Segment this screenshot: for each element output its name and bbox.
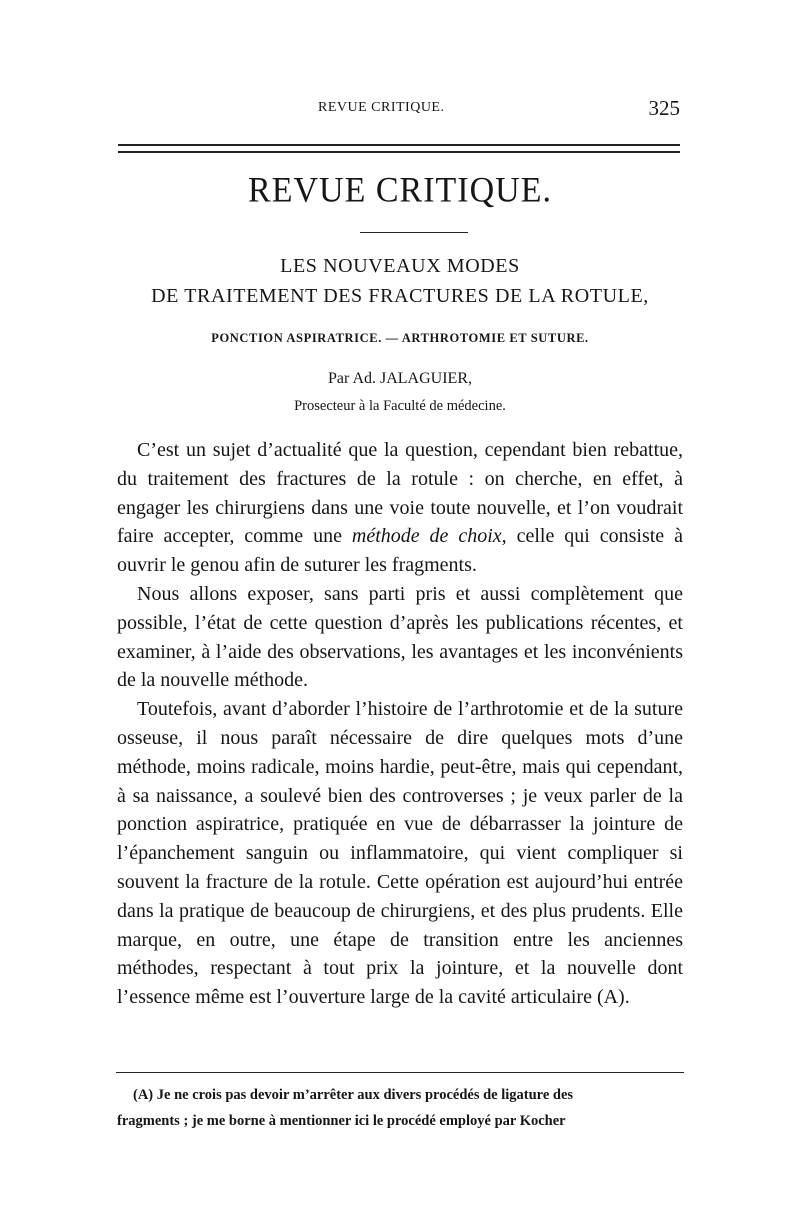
paragraph-3: Toutefois, avant d’aborder l’histoire de l’arthrotomie et de la suture osseuse, il nous paraît nécessaire de dire quelques mots d’une méthode, moins radicale, moins hardie, peut-être, mais qui cependant, à sa naissance, a soulevé bien des controverses ; je veux parler de la ponction aspiratrice, pratiquée en vue de débarrasser la jointure de l’épanchement sanguin ou inflammatoire, qui vient compliquer si souvent la fracture de la rotule. Cette opération est aujourd’hui entrée dans la pratique de beaucoup de chirurgiens, et des plus prudents. Elle marque, en outre, une étape de transition entre les anciennes méthodes, respectant à tout prix la jointure, et la nouvelle dont l’essence même est l’ouverture large de la cavité articulaire (A). (117, 698, 683, 1009)
article-subsubtitle: PONCTION ASPIRATRICE. — ARTHROTOMIE ET SUTURE. (211, 331, 589, 345)
author-affiliation: Prosecteur à la Faculté de médecine. (294, 398, 506, 414)
paragraph-1-text-b: , celle qui consiste à ouvrir le genou afin de suturer les fragments. (117, 525, 683, 577)
emphasis-methode-de-choix: méthode de choix (351, 525, 502, 548)
running-title: REVUE CRITIQUE. (318, 100, 445, 115)
footnote-line-2: fragments ; je me borne à mentionner ici le procédé employé par Kocher (117, 1113, 566, 1129)
footnote (117, 1082, 683, 1134)
header-double-rule (118, 144, 680, 153)
main-title: REVUE CRITIQUE. (248, 171, 552, 210)
article-subtitle-line2: DE TRAITEMENT DES FRACTURES DE LA ROTULE, (151, 285, 649, 307)
footnote-rule (116, 1072, 684, 1073)
paragraph-1 (117, 436, 683, 580)
running-head (0, 98, 800, 122)
article-body (117, 436, 683, 1012)
paragraph-2: Nous allons exposer, sans parti pris et aussi complètement que possible, l’état de cette question d’après les publications récentes, et examiner, à l’aide des observations, les avantages et les inconvénients de la nouvelle méthode. (117, 582, 683, 692)
page-number: 325 (648, 96, 680, 120)
title-divider (360, 232, 468, 233)
paragraph-1-text-a: C’est un sujet d’actualité que la question, cependant bien rebattue, du traitement des fractures de la rotule : on cherche, en effet, à engager les chirurgiens dans une voie toute nouvelle, et l’on voudrait faire accepter, comme une (117, 439, 683, 548)
footnote-line-1: (A) Je ne crois pas devoir m’arrêter aux divers procédés de ligature des (133, 1087, 574, 1103)
author-byline: Par Ad. JALAGUIER, (328, 370, 472, 387)
article-subtitle-line1: LES NOUVEAUX MODES (280, 255, 520, 277)
